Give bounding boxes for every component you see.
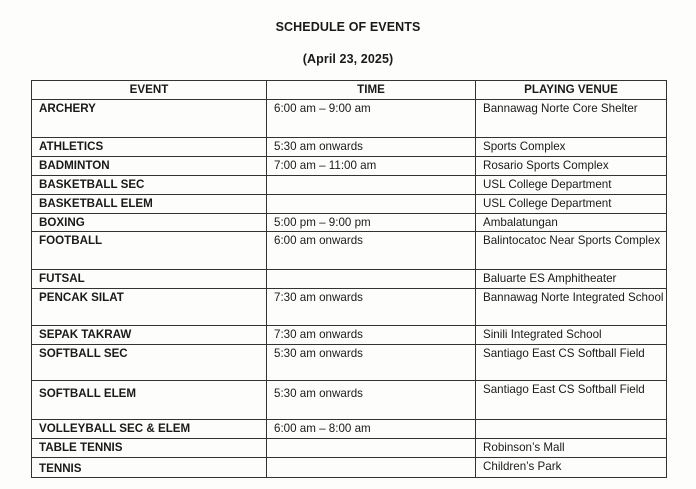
time-cell xyxy=(267,270,476,289)
venue-cell: Baluarte ES Amphitheater xyxy=(476,270,667,289)
event-cell: ATHLETICS xyxy=(32,138,267,157)
table-row xyxy=(32,345,667,381)
event-cell: BADMINTON xyxy=(32,157,267,176)
venue-cell: USL College Department xyxy=(476,195,667,214)
event-cell: SOFTBALL ELEM xyxy=(32,381,267,420)
event-cell: FOOTBALL xyxy=(32,232,267,270)
event-cell: VOLLEYBALL SEC & ELEM xyxy=(32,420,267,439)
table-row xyxy=(32,289,667,326)
event-cell: BOXING xyxy=(32,213,267,232)
event-cell: SEPAK TAKRAW xyxy=(32,326,267,345)
venue-cell: Sinili Integrated School xyxy=(476,326,667,345)
venue-cell: Children’s Park xyxy=(476,457,667,478)
table-row xyxy=(32,381,667,420)
table-row xyxy=(32,457,667,478)
venue-cell: Ambalatungan xyxy=(476,213,667,232)
venue-cell: Santiago East CS Softball Field xyxy=(476,381,667,420)
time-cell xyxy=(267,438,476,457)
time-cell: 7:00 am – 11:00 am xyxy=(267,157,476,176)
table-row xyxy=(32,176,667,195)
time-cell: 6:00 am – 8:00 am xyxy=(267,420,476,439)
venue-cell: Rosario Sports Complex xyxy=(476,157,667,176)
page-title: SCHEDULE OF EVENTS xyxy=(275,20,421,34)
venue-cell: Robinson’s Mall xyxy=(476,438,667,457)
table-row xyxy=(32,326,667,345)
venue-cell: Bannawag Norte Integrated School xyxy=(476,289,667,326)
event-cell: BASKETBALL ELEM xyxy=(32,195,267,214)
table-header-row xyxy=(32,81,667,100)
time-cell: 7:30 am onwards xyxy=(267,326,476,345)
table-row xyxy=(32,157,667,176)
event-cell: BASKETBALL SEC xyxy=(32,176,267,195)
table-row xyxy=(32,100,667,138)
time-cell: 5:30 am onwards xyxy=(267,345,476,381)
event-cell: PENCAK SILAT xyxy=(32,289,267,326)
time-cell: 7:30 am onwards xyxy=(267,289,476,326)
table-row xyxy=(32,232,667,270)
time-cell: 5:30 am onwards xyxy=(267,381,476,420)
event-cell: ARCHERY xyxy=(32,100,267,138)
event-cell: TABLE TENNIS xyxy=(32,438,267,457)
column-header-venue: PLAYING VENUE xyxy=(476,81,667,100)
time-cell xyxy=(267,195,476,214)
time-cell: 5:00 pm – 9:00 pm xyxy=(267,213,476,232)
time-cell: 6:00 am onwards xyxy=(267,232,476,270)
column-header-time: TIME xyxy=(267,81,476,100)
venue-cell: Sports Complex xyxy=(476,138,667,157)
table-row xyxy=(32,213,667,232)
event-cell: SOFTBALL SEC xyxy=(32,345,267,381)
table-row xyxy=(32,138,667,157)
column-header-event: EVENT xyxy=(32,81,267,100)
table-row xyxy=(32,270,667,289)
event-cell: FUTSAL xyxy=(32,270,267,289)
table-row xyxy=(32,420,667,439)
time-cell xyxy=(267,176,476,195)
time-cell: 6:00 am – 9:00 am xyxy=(267,100,476,138)
time-cell xyxy=(267,457,476,478)
schedule-table xyxy=(31,80,667,478)
venue-cell xyxy=(476,420,667,439)
time-cell: 5:30 am onwards xyxy=(267,138,476,157)
venue-cell: USL College Department xyxy=(476,176,667,195)
event-cell: TENNIS xyxy=(32,457,267,478)
table-row xyxy=(32,438,667,457)
table-row xyxy=(32,195,667,214)
schedule-date: (April 23, 2025) xyxy=(302,52,394,66)
venue-cell: Santiago East CS Softball Field xyxy=(476,345,667,381)
venue-cell: Bannawag Norte Core Shelter xyxy=(476,100,667,138)
venue-cell: Balintocatoc Near Sports Complex xyxy=(476,232,667,270)
